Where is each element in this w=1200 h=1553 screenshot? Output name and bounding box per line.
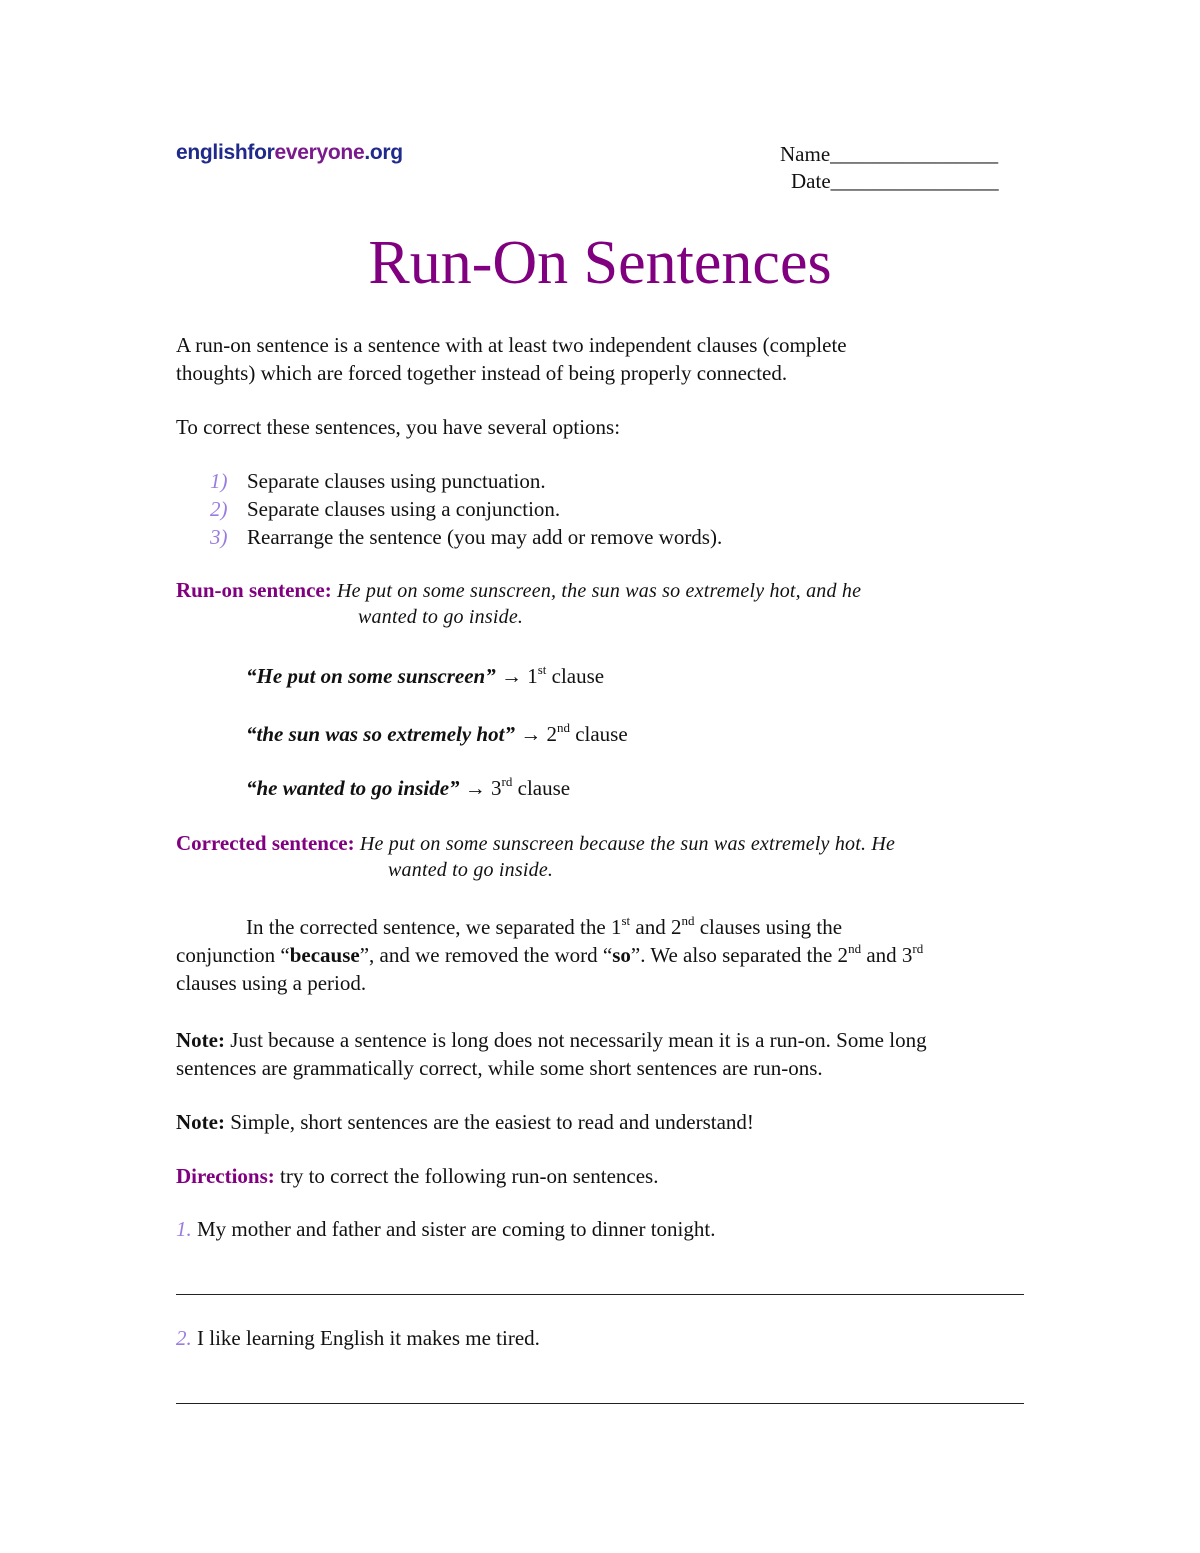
- arrow-icon: →: [500, 664, 522, 688]
- note-label: Note:: [176, 1110, 225, 1134]
- clause-quote: “He put on some sunscreen”: [246, 664, 496, 688]
- note-text-line-2: sentences are grammatically correct, while some short sentences are run-ons.: [176, 1056, 823, 1080]
- intro-line-2: thoughts) which are forced together instead of being properly connected.: [176, 361, 788, 385]
- option-number: 2): [210, 497, 228, 521]
- note-label: Note:: [176, 1028, 225, 1052]
- option-number: 1): [210, 469, 228, 493]
- answer-line[interactable]: [176, 1294, 1024, 1295]
- clause-row: [246, 774, 570, 802]
- intro-line-1: A run-on sentence is a sentence with at least two independent clauses (complete: [176, 333, 847, 357]
- runon-line-1: He put on some sunscreen, the sun was so extremely hot, and he: [337, 580, 862, 602]
- intro-paragraph: [176, 331, 847, 387]
- corrected-line-2: wanted to go inside.: [388, 859, 554, 881]
- option-text: Rearrange the sentence (you may add or remove words).: [247, 525, 723, 549]
- explanation-line-2: [176, 941, 1036, 969]
- text-span: In the corrected sentence, we separated the 1: [246, 915, 622, 939]
- clause-ordinal: 2: [546, 722, 557, 746]
- explanation-paragraph: [176, 913, 1036, 997]
- directions: [176, 1162, 658, 1190]
- site-name-part2: everyone: [274, 141, 365, 164]
- clause-word: clause: [551, 664, 605, 688]
- date-field[interactable]: Date________________: [791, 169, 999, 193]
- text-span: and 2: [630, 915, 682, 939]
- text-span: ”, and we removed the word “: [359, 943, 613, 967]
- page-title: Run-On Sentences: [368, 229, 832, 297]
- ordinal-suffix: rd: [501, 774, 513, 789]
- clause-word: clause: [575, 722, 628, 746]
- explanation-line-1: [176, 913, 1036, 941]
- ordinal-suffix: st: [621, 913, 631, 928]
- corrected-line-1: He put on some sunscreen because the sun was extremely hot. He: [359, 833, 896, 855]
- keyword-so: so: [612, 943, 631, 967]
- name-field[interactable]: Name________________: [780, 142, 999, 166]
- option-item: [210, 467, 722, 495]
- runon-label: Run-on sentence:: [176, 578, 332, 602]
- ordinal-suffix: st: [537, 662, 547, 677]
- note-1: [176, 1026, 1036, 1082]
- clause-row: [246, 662, 604, 690]
- ordinal-suffix: rd: [912, 941, 924, 956]
- option-text: Separate clauses using punctuation.: [247, 469, 546, 493]
- clause-ordinal: 1: [527, 664, 538, 688]
- text-span: clauses using the: [694, 915, 843, 939]
- note-text: Simple, short sentences are the easiest to read and understand!: [224, 1110, 754, 1134]
- option-text: Separate clauses using a conjunction.: [247, 497, 561, 521]
- note-2: [176, 1108, 754, 1136]
- exercise-number: 1.: [176, 1217, 192, 1241]
- site-name-part1: englishfor: [176, 141, 275, 164]
- text-span: conjunction “: [176, 943, 290, 967]
- runon-example: [176, 576, 861, 605]
- text-span: and 3: [861, 943, 913, 967]
- option-number: 3): [210, 525, 228, 549]
- directions-text: try to correct the following run-on sentences.: [274, 1164, 659, 1188]
- ordinal-suffix: nd: [848, 941, 862, 956]
- options-list: [210, 467, 722, 551]
- explanation-line-3: clauses using a period.: [176, 971, 367, 995]
- exercise-item: [176, 1215, 715, 1243]
- arrow-icon: →: [520, 722, 542, 746]
- exercise-number: 2.: [176, 1326, 192, 1350]
- answer-line[interactable]: [176, 1403, 1024, 1404]
- directions-label: Directions:: [176, 1164, 275, 1188]
- note-text: Just because a sentence is long does not necessarily mean it is a run-on. Some long: [224, 1028, 927, 1052]
- ordinal-suffix: nd: [556, 720, 570, 735]
- corrected-label: Corrected sentence:: [176, 831, 355, 855]
- clause-quote: “he wanted to go inside”: [246, 776, 460, 800]
- ordinal-suffix: nd: [681, 913, 695, 928]
- keyword-because: because: [289, 943, 360, 967]
- exercise-text: I like learning English it makes me tired.: [191, 1326, 540, 1350]
- option-item: [210, 523, 722, 551]
- option-item: [210, 495, 722, 523]
- site-logo: [176, 141, 403, 165]
- options-intro: To correct these sentences, you have several options:: [176, 415, 621, 439]
- clause-quote: “the sun was so extremely hot”: [246, 722, 515, 746]
- corrected-example: [176, 829, 895, 858]
- runon-line-2: wanted to go inside.: [358, 606, 524, 628]
- exercise-item: [176, 1324, 540, 1352]
- arrow-icon: →: [464, 776, 486, 800]
- clause-ordinal: 3: [491, 776, 502, 800]
- text-span: ”. We also separated the 2: [630, 943, 849, 967]
- site-name-part3: .org: [364, 141, 403, 164]
- exercise-text: My mother and father and sister are coming to dinner tonight.: [191, 1217, 716, 1241]
- clause-row: [246, 720, 628, 748]
- clause-word: clause: [517, 776, 571, 800]
